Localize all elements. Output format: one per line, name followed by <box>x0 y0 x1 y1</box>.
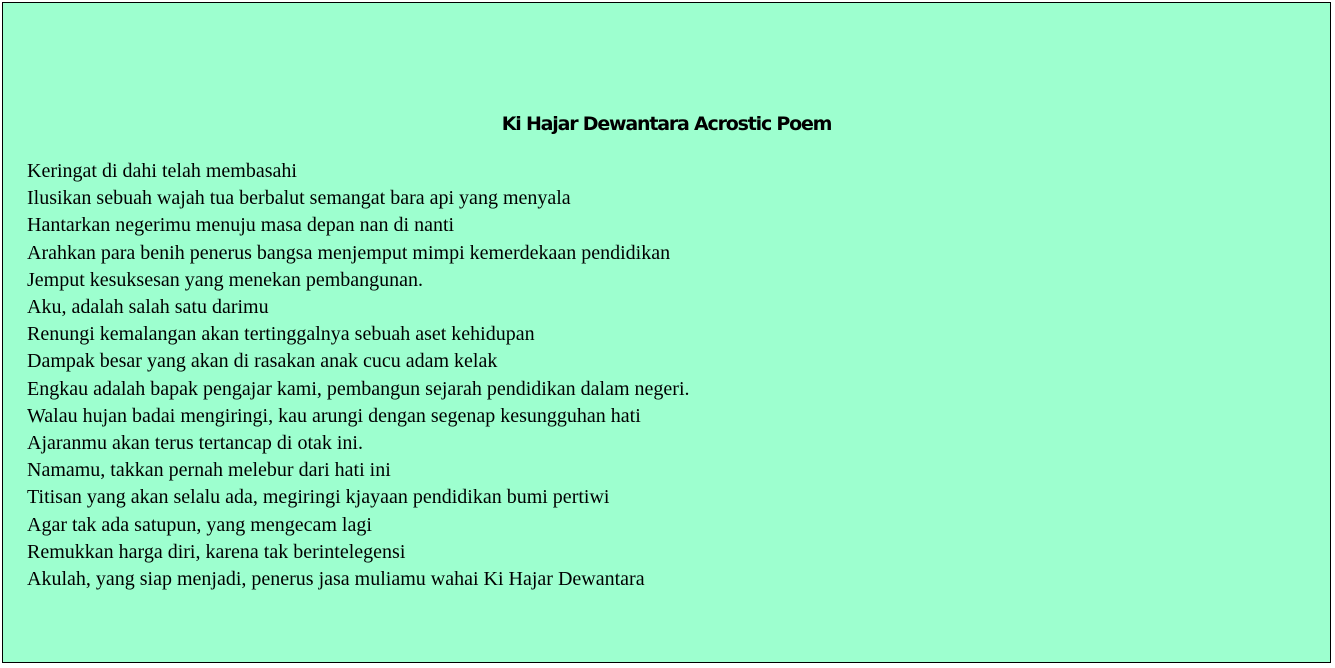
poem-line: Agar tak ada satupun, yang mengecam lagi <box>27 513 372 536</box>
poem-title: Ki Hajar Dewantara Acrostic Poem <box>501 113 832 135</box>
poem-line: Akulah, yang siap menjadi, penerus jasa muliamu wahai Ki Hajar Dewantara <box>27 568 645 591</box>
poem-line: Titisan yang akan selalu ada, megiringi kjayaan pendidikan bumi pertiwi <box>27 486 610 509</box>
poem-line: Ilusikan sebuah wajah tua berbalut semangat bara api yang menyala <box>27 187 571 210</box>
poem-line: Engkau adalah bapak pengajar kami, pembangun sejarah pendidikan dalam negeri. <box>27 377 690 400</box>
poem-text-box <box>2 2 1331 663</box>
poem-body <box>27 158 690 593</box>
poem-line: Remukkan harga diri, karena tak berintelegensi <box>27 540 406 563</box>
poem-line: Arahkan para benih penerus bangsa menjemput mimpi kemerdekaan pendidikan <box>27 241 671 264</box>
poem-line: Keringat di dahi telah membasahi <box>27 160 297 182</box>
poem-line: Dampak besar yang akan di rasakan anak cucu adam kelak <box>27 350 498 373</box>
poem-line: Ajaranmu akan terus tertancap di otak ini. <box>27 432 363 455</box>
poem-line: Namamu, takkan pernah melebur dari hati ini <box>27 459 391 482</box>
poem-line: Walau hujan badai mengiringi, kau arungi dengan segenap kesungguhan hati <box>27 404 641 427</box>
poem-line: Aku, adalah salah satu darimu <box>27 296 269 319</box>
poem-line: Renungi kemalangan akan tertinggalnya sebuah aset kehidupan <box>27 323 535 346</box>
poem-line: Hantarkan negerimu menuju masa depan nan di nanti <box>27 214 455 237</box>
poem-line: Jemput kesuksesan yang menekan pembangunan. <box>27 268 424 291</box>
